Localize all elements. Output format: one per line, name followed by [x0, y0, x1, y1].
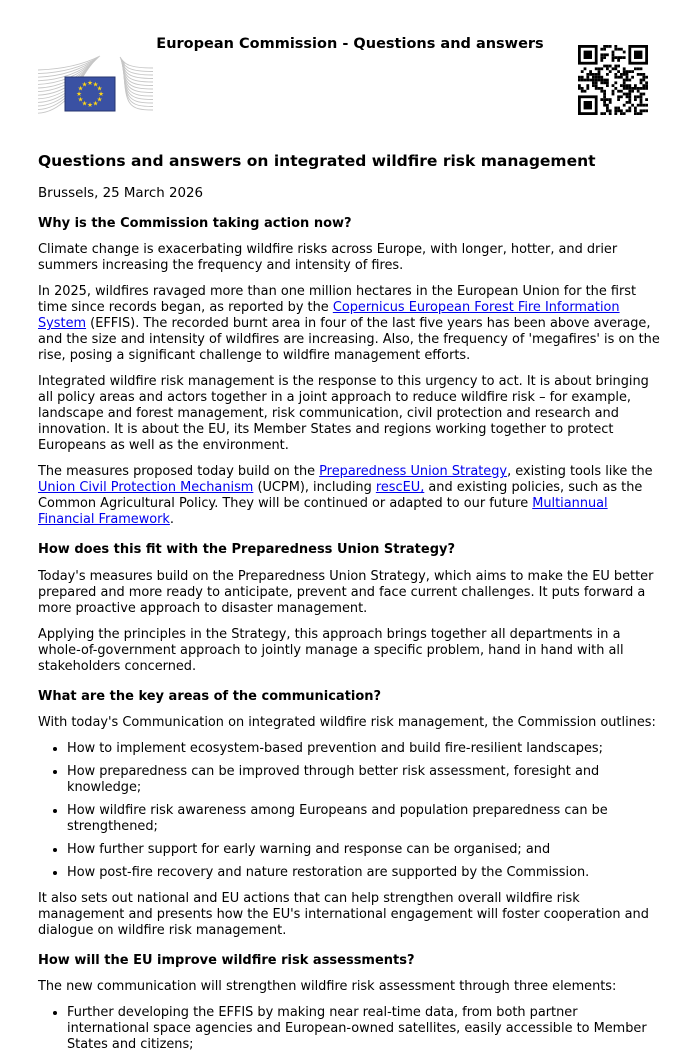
text-run: and existing policies, such as the Common Agricultural Policy. They will be continued or adapted to our future: [38, 480, 643, 512]
svg-text:★: ★: [96, 95, 103, 104]
inline-link[interactable]: Union Civil Protection Mechanism: [38, 480, 254, 496]
paragraph: [38, 715, 662, 731]
masthead-title: European Commission - Questions and answers: [156, 36, 544, 52]
text-run: How wildfire risk awareness among Europeans and population preparedness can be strengthened;: [67, 802, 608, 834]
bullet-item: [67, 803, 662, 835]
european-commission-logo: [38, 54, 153, 120]
bullet-list: [38, 1005, 662, 1053]
paragraph: [38, 284, 662, 364]
document-content: [0, 152, 700, 1053]
svg-text:★: ★: [87, 79, 93, 87]
text-run: How post-fire recovery and nature restoration are supported by the Commission.: [67, 864, 590, 880]
svg-text:★: ★: [81, 99, 88, 108]
paragraph: [38, 464, 662, 528]
bullet-item: [67, 865, 662, 881]
bullet-item: [67, 842, 662, 858]
svg-text:★: ★: [92, 99, 99, 108]
text-run: The new communication will strengthen wildfire risk assessment through three elements:: [38, 978, 617, 994]
text-run: , existing tools like the: [507, 464, 653, 480]
svg-text:★: ★: [92, 80, 99, 89]
bullet-item: [67, 1005, 662, 1053]
qr-code: [578, 45, 648, 115]
inline-link[interactable]: rescEU,: [375, 480, 425, 496]
document-body: [38, 216, 662, 1052]
paragraph: [38, 979, 662, 995]
section-heading: How will the EU improve wildfire risk assessments?: [38, 952, 415, 968]
inline-link[interactable]: Multiannual Financial Framework: [38, 496, 608, 528]
bullet-item: [67, 764, 662, 796]
page-header: [0, 0, 700, 150]
inline-link[interactable]: Copernicus European Forest Fire Information System: [38, 300, 620, 332]
text-run: It also sets out national and EU actions that can help strengthen overall wildfire risk management and presents how the EU's international engagement will foster cooperation and dialogue on wildfire risk management.: [38, 890, 649, 938]
svg-text:★: ★: [77, 84, 84, 93]
text-run: Further developing the EFFIS by making near real-time data, from both partner international space agencies and European-owned satellites, easily accessible to Member States and citizens;: [67, 1004, 647, 1052]
svg-text:★: ★: [96, 84, 103, 93]
text-run: Integrated wildfire risk management is the response to this urgency to act. It is about bringing all policy areas and actors together in a joint approach to reduce wildfire risk – for example, landscape and forest management, risk communication, civil protection and research and innovation. It is about the EU, its Member States and regions working together to protect Europeans as well as the environment.: [38, 374, 649, 454]
paragraph: [38, 891, 662, 939]
inline-link[interactable]: Preparedness Union Strategy: [319, 464, 508, 480]
svg-text:★: ★: [76, 90, 82, 98]
bullet-item: [67, 741, 662, 757]
text-run: Climate change is exacerbating wildfire risks across Europe, with longer, hotter, and drier summers increasing the frequency and intensity of fires.: [38, 242, 618, 274]
dateline: Brussels, 25 March 2026: [38, 186, 204, 202]
svg-text:★: ★: [98, 90, 104, 98]
text-run: With today's Communication on integrated wildfire risk management, the Commission outlines:: [38, 714, 656, 730]
text-run: .: [169, 512, 175, 528]
text-run: Today's measures build on the Preparedness Union Strategy, which aims to make the EU better prepared and more ready to anticipate, prevent and face current challenges. It puts forward a more proactive approach to disaster management.: [38, 568, 654, 616]
text-run: (UCPM), including: [253, 480, 376, 496]
page-title: Questions and answers on integrated wildfire risk management: [38, 152, 596, 170]
section-heading: Why is the Commission taking action now?: [38, 216, 352, 232]
text-run: Applying the principles in the Strategy, this approach brings together all departments in a whole-of-government approach to jointly manage a specific problem, hand in hand with all stakeholders concerned.: [38, 626, 624, 674]
bullet-list: [38, 741, 662, 881]
text-run: In 2025, wildfires ravaged more than one million hectares in the European Union for the first time since records began, as reported by the: [38, 284, 637, 316]
text-run: How preparedness can be improved through better risk assessment, foresight and knowledge;: [67, 763, 600, 795]
text-run: The measures proposed today build on the: [38, 464, 320, 480]
paragraph: [38, 627, 662, 675]
paragraph: [38, 569, 662, 617]
text-run: How to implement ecosystem-based prevention and build fire-resilient landscapes;: [67, 740, 603, 756]
text-run: (EFFIS). The recorded burnt area in four of the last five years has been above average, and the size and intensity of wildfires are increasing. Also, the frequency of 'megafires' is on the rise, posing a significant challenge to wildfire management efforts.: [38, 316, 660, 364]
paragraph: [38, 242, 662, 274]
text-run: How further support for early warning and response can be organised; and: [67, 841, 551, 857]
section-heading: How does this fit with the Preparedness Union Strategy?: [38, 542, 456, 558]
logo-swoosh-right: [120, 57, 153, 110]
svg-text:★: ★: [81, 80, 88, 89]
section-heading: What are the key areas of the communication?: [38, 688, 382, 704]
svg-text:★: ★: [87, 101, 93, 109]
paragraph: [38, 374, 662, 454]
svg-text:★: ★: [77, 95, 84, 104]
